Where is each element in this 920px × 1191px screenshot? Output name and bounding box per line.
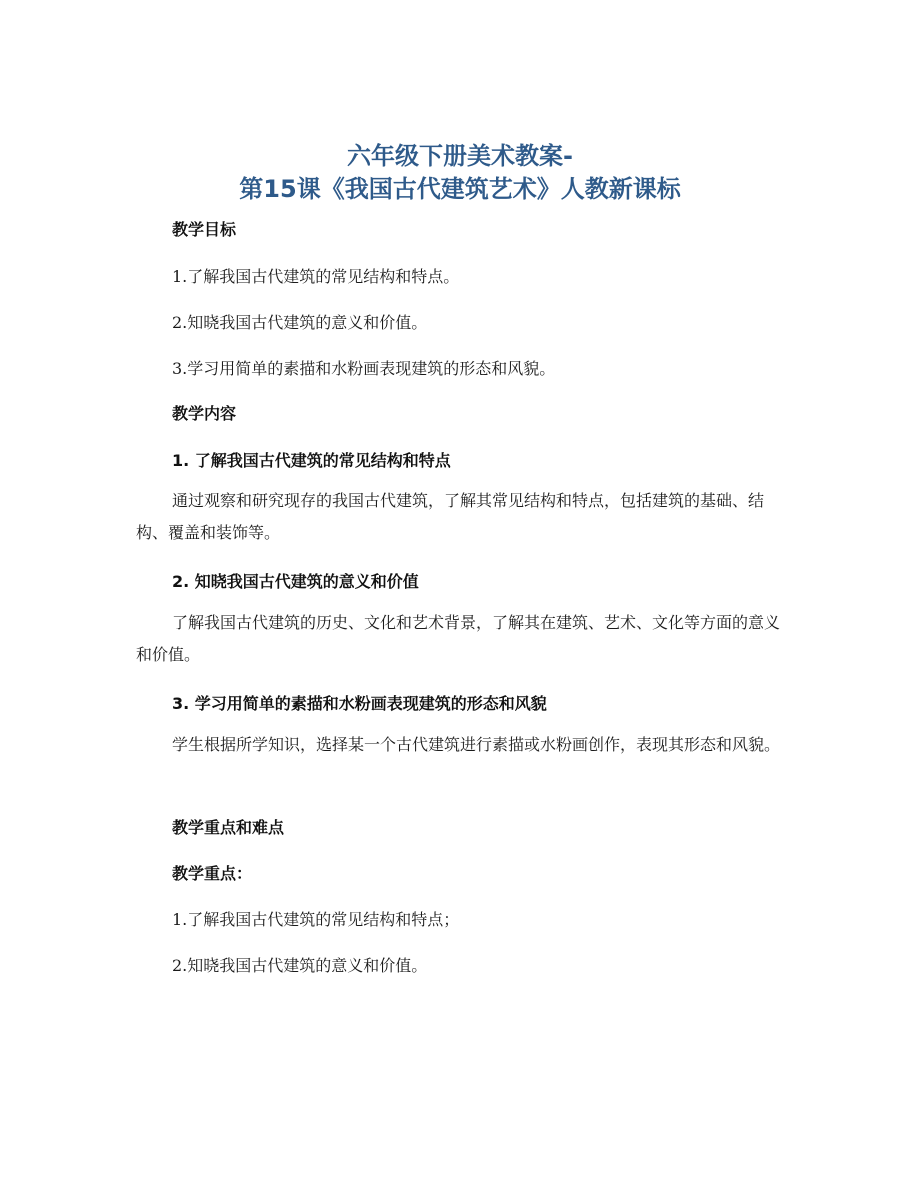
- keypoints-subheading: 教学重点：: [172, 864, 253, 883]
- objective-item-2: 2.知晓我国古代建筑的意义和价值。: [172, 313, 428, 332]
- content-item-1-body: 通过观察和研究现存的我国古代建筑，了解其常见结构和特点，包括建筑的基础、结构、覆盖和装饰等。: [136, 491, 765, 542]
- title-line-2: 第15课《我国古代建筑艺术》人教新课标: [239, 175, 681, 203]
- content-item-2-heading: 2. 知晓我国古代建筑的意义和价值: [172, 572, 419, 591]
- content-item-3-heading: 3. 学习用简单的素描和水粉画表现建筑的形态和风貌: [172, 694, 547, 713]
- keypoint-item-2: 2.知晓我国古代建筑的意义和价值。: [172, 956, 428, 975]
- document-title: [0, 140, 920, 206]
- content-item-1-heading: 1. 了解我国古代建筑的常见结构和特点: [172, 451, 451, 470]
- content-heading: 教学内容: [172, 404, 237, 423]
- content-item-2-body: 了解我国古代建筑的历史、文化和艺术背景，了解其在建筑、艺术、文化等方面的意义和价值。: [136, 613, 781, 664]
- keypoints-heading: 教学重点和难点: [172, 818, 285, 837]
- content-item-3-body: 学生根据所学知识，选择某一个古代建筑进行素描或水粉画创作，表现其形态和风貌。: [172, 735, 781, 754]
- keypoint-item-1: 1.了解我国古代建筑的常见结构和特点；: [172, 910, 460, 929]
- objective-item-1: 1.了解我国古代建筑的常见结构和特点。: [172, 267, 460, 286]
- objective-item-3: 3.学习用简单的素描和水粉画表现建筑的形态和风貌。: [172, 359, 556, 378]
- title-line-1: 六年级下册美术教案-: [347, 142, 573, 170]
- objectives-heading: 教学目标: [172, 220, 237, 239]
